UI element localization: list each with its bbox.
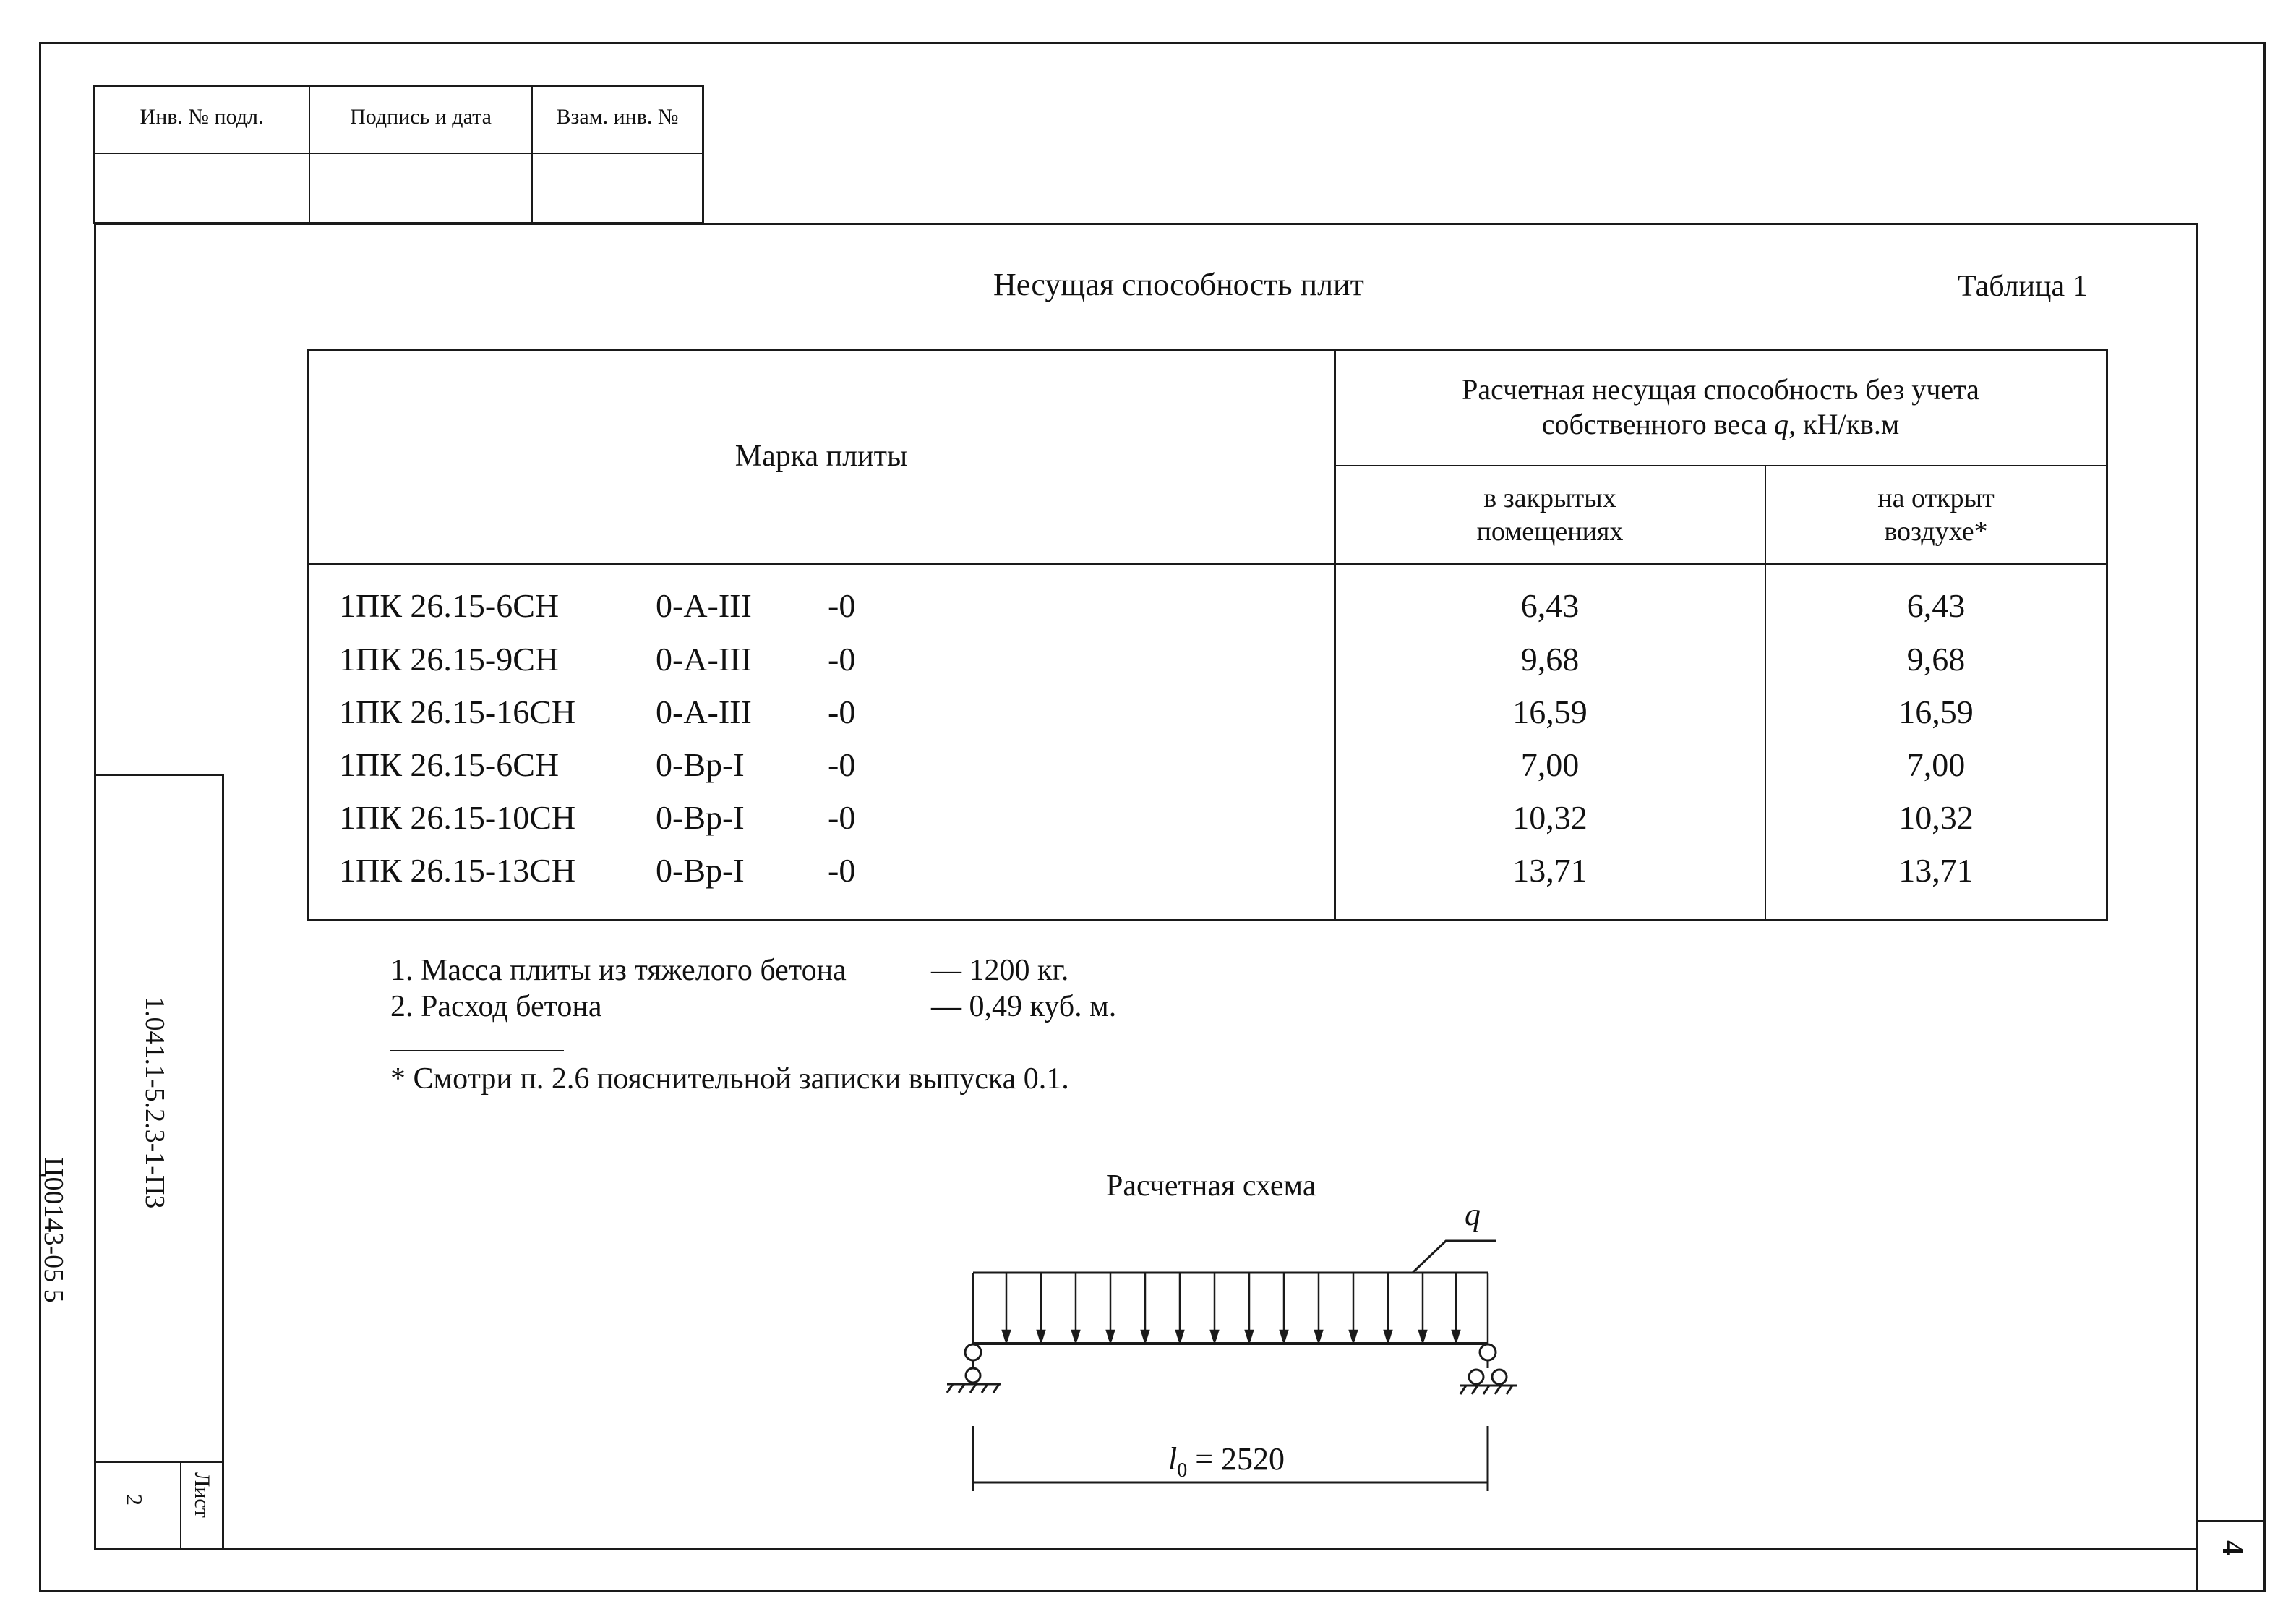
sub-header-open-1: на открыт [1877,483,1995,513]
note-1-value: — 1200 кг. [931,954,1069,987]
row-open: 9,68 [1906,641,1966,678]
inner-frame-right [2196,223,2198,1592]
row-closed: 7,00 [1520,746,1580,783]
row-steel: 0-Вр-I [656,746,745,783]
row-mark: 1ПК 26.15-10СН [339,799,576,836]
row-mark: 1ПК 26.15-13СН [339,852,576,889]
row-suffix: -0 [828,746,856,783]
row-mark: 1ПК 26.15-9СН [339,641,560,678]
row-open: 10,32 [1898,799,1974,836]
sheet-number: 2 [121,1494,147,1506]
sub-header-closed-1: в закрытых [1483,483,1616,513]
row-steel: 0-А-III [656,587,752,624]
note-2-value: — 0,49 куб. м. [931,990,1117,1023]
col-mark-header: Марка плиты [734,440,908,473]
left-support [947,1344,1001,1393]
stamp-inv-podl: Инв. № подл. [140,105,264,129]
row-closed: 13,71 [1512,852,1588,889]
approval-stamp [93,85,704,224]
page-number-box [2196,1520,2266,1592]
row-closed: 16,59 [1512,693,1588,730]
archive-code: Ц00143-05 5 [38,1157,69,1303]
outer-frame-bottom [39,1590,2266,1592]
row-mark: 1ПК 26.15-6СН [339,746,560,783]
capacity-table [307,349,2108,921]
col-capacity-header-line2: собственного веса q, кН/кв.м [1541,408,1900,440]
outer-frame-top [39,42,2266,44]
stamp-vzam-inv: Взам. инв. № [556,105,679,129]
row-steel: 0-Вр-I [656,799,745,836]
row-steel: 0-Вр-I [656,852,745,889]
load-label: q [1465,1197,1481,1232]
table-number: Таблица 1 [1958,270,2088,303]
row-suffix: -0 [828,693,856,730]
table-title: Несущая способность плит [993,267,1364,302]
row-open: 13,71 [1898,852,1974,889]
row-closed: 10,32 [1512,799,1588,836]
row-mark: 1ПК 26.15-6СН [339,587,560,624]
col-capacity-header-line1: Расчетная несущая способность без учета [1462,373,1979,406]
footnote-divider [390,1050,564,1051]
stamp-podpis-data: Подпись и дата [350,105,492,129]
row-suffix: -0 [828,799,856,836]
scheme-title: Расчетная схема [1106,1169,1316,1203]
row-open: 7,00 [1906,746,1966,783]
right-support [1460,1344,1517,1394]
row-closed: 6,43 [1520,587,1580,624]
outer-frame-left [39,42,41,1592]
row-steel: 0-А-III [656,641,752,678]
load-arrows [973,1273,1488,1344]
row-suffix: -0 [828,641,856,678]
doc-code: 1.041.1-5.2.3-1-ПЗ [140,996,170,1209]
page-number: 4 [2216,1540,2249,1555]
sheet-label: Лист [190,1472,214,1518]
inner-frame-bottom [94,1548,2198,1550]
sub-header-open-2: воздухе* [1884,516,1988,547]
row-closed: 9,68 [1520,641,1580,678]
row-open: 16,59 [1898,693,1974,730]
sub-header-closed-2: помещениях [1476,516,1624,547]
load-pointer-line [1413,1241,1496,1273]
row-suffix: -0 [828,852,856,889]
row-open: 6,43 [1906,587,1966,624]
footnote: * Смотри п. 2.6 пояснительной записки выпуска 0.1. [390,1062,1069,1096]
note-2-label: 2. Расход бетона [390,990,602,1023]
row-mark: 1ПК 26.15-16СН [339,693,576,730]
note-1-label: 1. Масса плиты из тяжелого бетона [390,954,847,987]
row-suffix: -0 [828,587,856,624]
span-label: $l_0 = 2520$ [1168,1441,1285,1482]
row-steel: 0-А-III [656,693,752,730]
outer-frame-right [2263,42,2266,1592]
